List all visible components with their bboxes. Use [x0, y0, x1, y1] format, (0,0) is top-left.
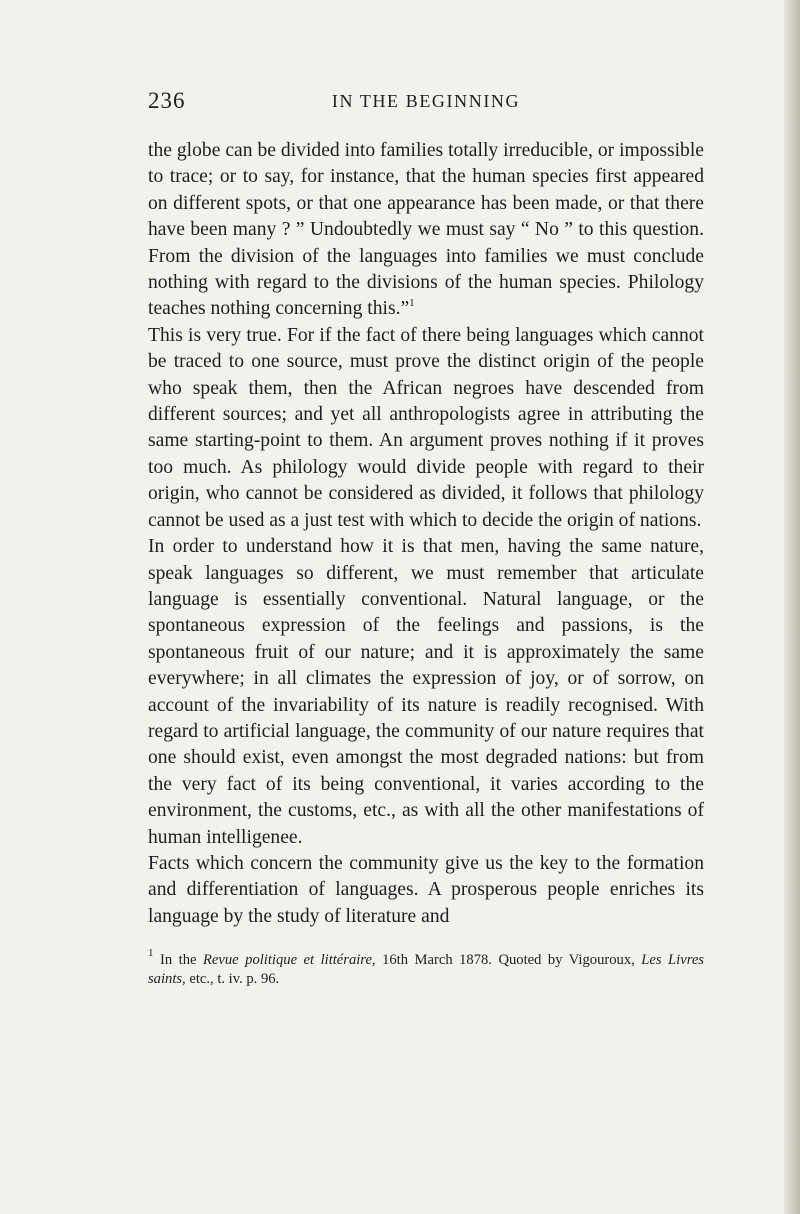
footnote-book-title: Les Livres saints,	[148, 952, 704, 987]
paragraph-text: the globe can be divided into families totally irreducible, or impossible to trace; or to say, for instance, that the human species first appeared on different spots, or that one appearance has been made, or that there have been many ? ” Undoubtedly we must say “ No ” to this question. From the division of the languages into families we must conclude nothing with regard to the divisions of the human species. Philology teaches nothing concerning this.”	[148, 140, 704, 320]
page-edge-shadow	[784, 0, 800, 1214]
footnote	[148, 947, 704, 989]
running-head: IN THE BEGINNING	[331, 91, 521, 111]
body-text	[148, 138, 704, 930]
footnote-text-before: In the	[160, 952, 204, 968]
footnote-reference: 1	[409, 297, 415, 310]
page-number: 236	[148, 88, 186, 113]
footnote-text-after: etc., t. iv. p. 96.	[185, 971, 280, 987]
footnote-text-middle: 16th March 1878. Quoted by Vigouroux,	[375, 952, 642, 968]
paragraph-continuation	[148, 138, 704, 323]
paragraph: In order to understand how it is that men, having the same nature, speak languages so different, we must remember that articulate language is essentially conventional. Natural language, or the spontaneous expression of the feelings and passions, is the spontaneous fruit of our nature; and it is approximately the same everywhere; in all climates the expression of joy, or of sorrow, on account of the invariability of its nature is readily recognised. With regard to artificial language, the community of our nature requires that one should exist, even amongst the most degraded nations: but from the very fact of its being conventional, it varies according to the environment, the customs, etc., as with all the other manifestations of human intelligenee.	[148, 536, 704, 848]
footnote-marker: 1	[148, 947, 154, 959]
paragraph: Facts which concern the community give us the key to the formation and differentiation of languages. A prosperous people enriches its language by the study of literature and	[148, 852, 704, 927]
paragraph: This is very true. For if the fact of there being languages which cannot be traced to one source, must prove the distinct origin of the people who speak them, then the African negroes have descended from different sources; and yet all anthropologists agree in attributing the same starting-point to them. An argument proves nothing if it proves too much. As philology would divide people with regard to their origin, who cannot be considered as divided, it follows that philology cannot be used as a just test with which to decide the origin of nations.	[148, 324, 704, 531]
page-header	[148, 88, 704, 118]
footnote-journal-title: Revue politique et littéraire,	[203, 952, 376, 968]
